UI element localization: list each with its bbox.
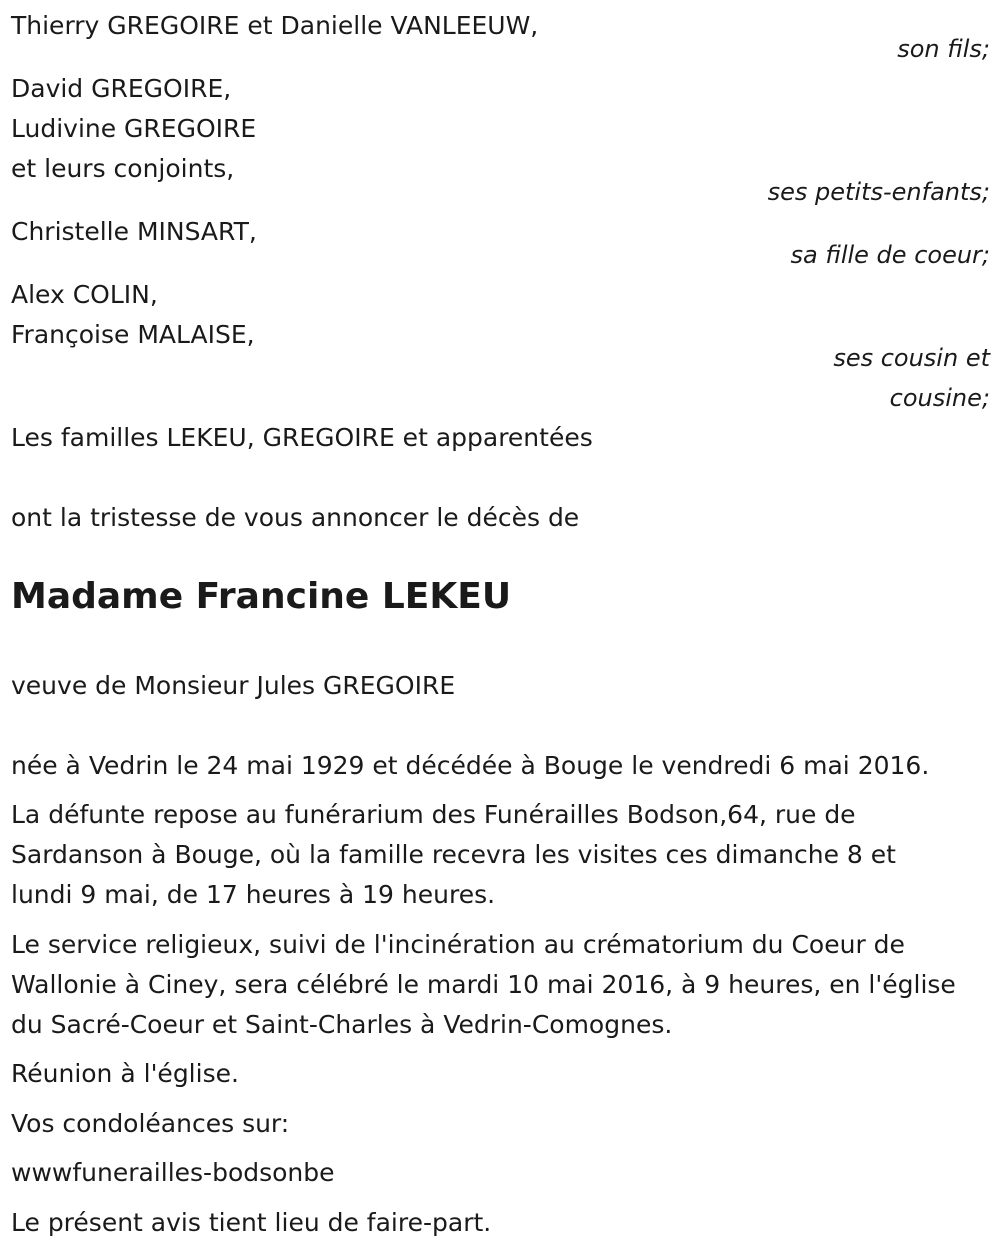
service-line: Le service religieux, suivi de l'incinération au crématorium du Coeur de — [11, 930, 905, 959]
reunion-line: Réunion à l'église. — [11, 1059, 239, 1088]
condolences-label: Vos condoléances sur: — [11, 1109, 290, 1138]
family-relation: ses petits-enfants; — [767, 178, 990, 206]
families-line: Les familles LEKEU, GREGOIRE et apparentées — [11, 423, 593, 452]
family-name-line: Christelle MINSART, — [11, 217, 257, 246]
birth-death-line: née à Vedrin le 24 mai 1929 et décédée à Bouge le vendredi 6 mai 2016. — [11, 751, 930, 780]
website-link[interactable]: wwwfunerailles-bodsonbe — [11, 1158, 335, 1187]
family-name-line: et leurs conjoints, — [11, 154, 235, 183]
family-relation: ses cousin et — [833, 344, 990, 372]
widow-line: veuve de Monsieur Jules GREGOIRE — [11, 671, 456, 700]
family-relation: sa fille de coeur; — [790, 241, 990, 269]
family-relation: son fils; — [897, 35, 990, 63]
family-relation: cousine; — [889, 384, 990, 412]
family-name-line: Alex COLIN, — [11, 280, 158, 309]
family-name-line: Ludivine GREGOIRE — [11, 114, 257, 143]
funerarium-line: Sardanson à Bouge, où la famille recevra les visites ces dimanche 8 et — [11, 840, 896, 869]
announce-line: ont la tristesse de vous annoncer le décès de — [11, 503, 580, 532]
family-name-line: Thierry GREGOIRE et Danielle VANLEEUW, — [11, 11, 539, 40]
deceased-name: Madame Francine LEKEU — [11, 576, 512, 617]
service-line: du Sacré-Coeur et Saint-Charles à Vedrin-Comognes. — [11, 1010, 673, 1039]
family-name-line: Françoise MALAISE, — [11, 320, 255, 349]
service-line: Wallonie à Ciney, sera célébré le mardi 10 mai 2016, à 9 heures, en l'église — [11, 970, 956, 999]
funerarium-line: La défunte repose au funérarium des Funérailles Bodson,64, rue de — [11, 800, 856, 829]
family-name-line: David GREGOIRE, — [11, 74, 232, 103]
funerarium-line: lundi 9 mai, de 17 heures à 19 heures. — [11, 880, 496, 909]
faire-part-line: Le présent avis tient lieu de faire-part. — [11, 1208, 492, 1237]
